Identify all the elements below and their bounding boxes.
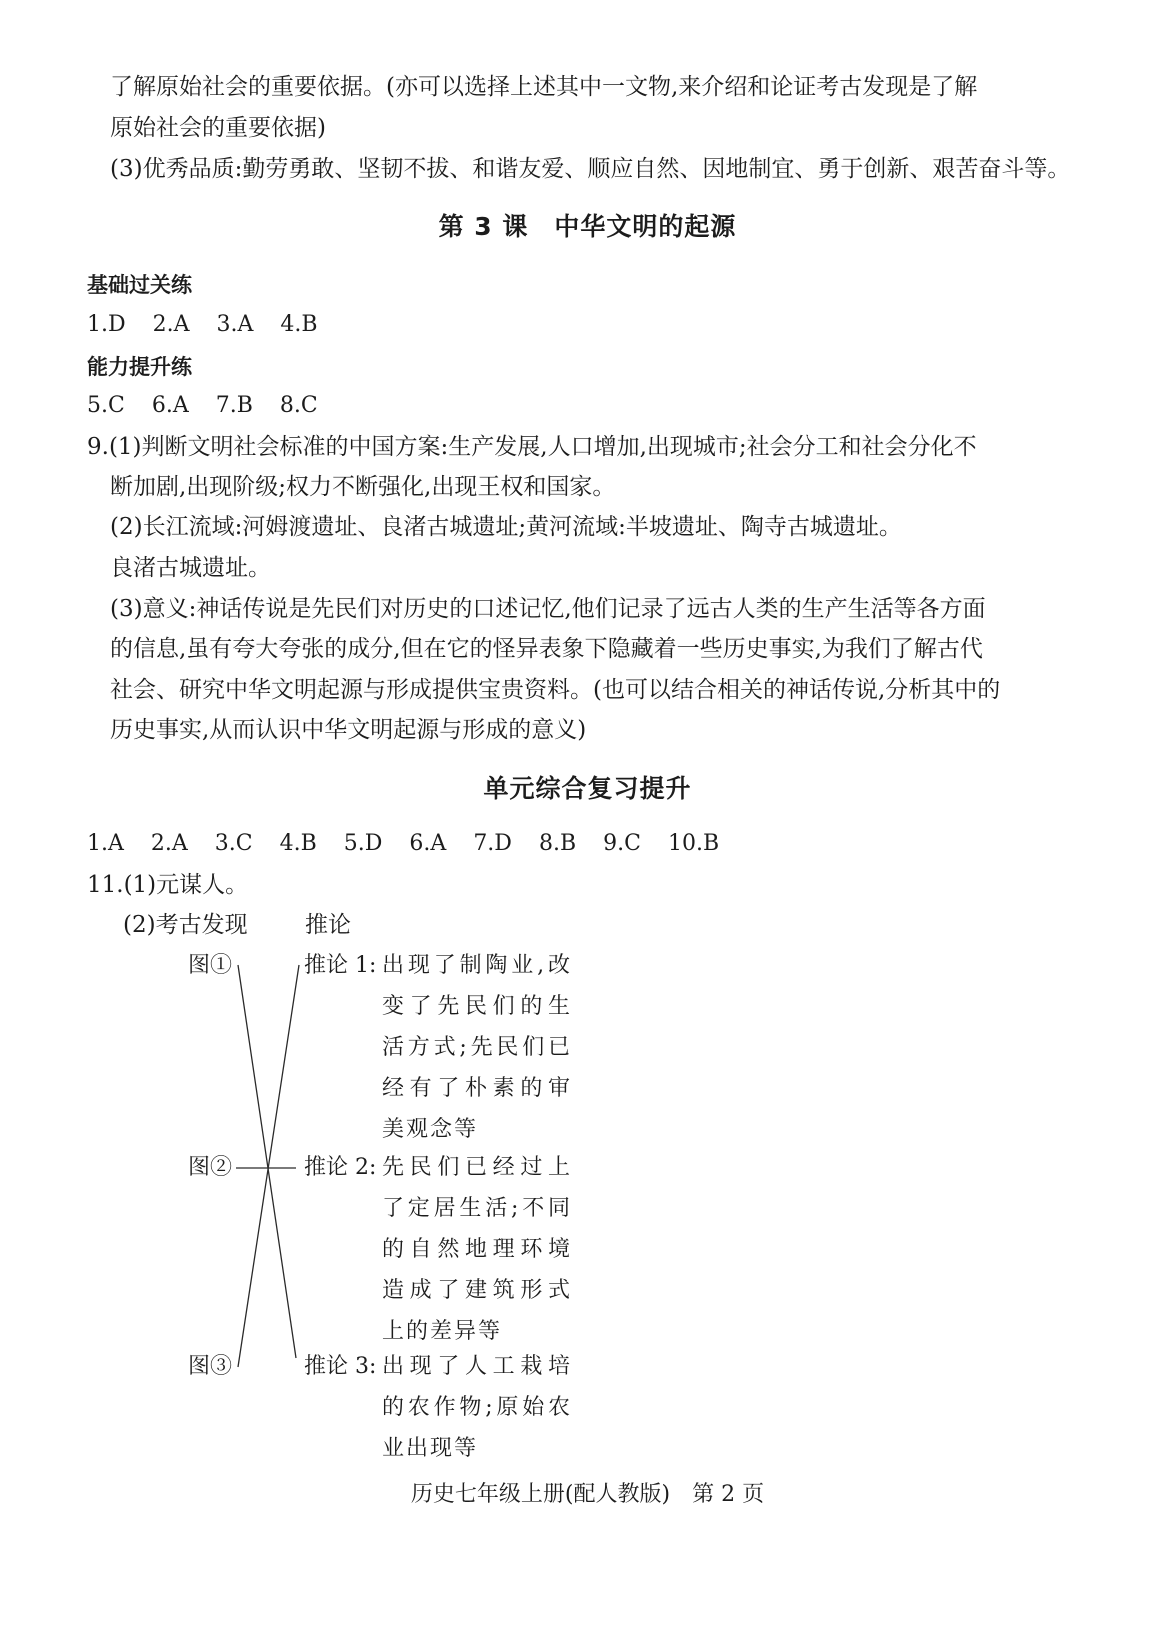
figure-label: 图③ — [188, 1354, 233, 1379]
text-line: (3)优秀品质:勤劳勇敢、坚韧不拔、和谐友爱、顺应自然、因地制宜、勇于创新、艰苦奋斗等。 — [110, 156, 1071, 182]
answer-item: 8.B — [538, 831, 577, 856]
text-line: (2)长江流域:河姆渡遗址、良渚古城遗址;黄河流域:半坡遗址、陶寺古城遗址。 — [110, 514, 902, 540]
text-line: 断加剧,出现阶级;权力不断强化,出现王权和国家。 — [110, 474, 616, 500]
lesson-title: 第 3 课 中华文明的起源 — [438, 212, 737, 241]
inference-heading: 推论 1: — [304, 953, 377, 978]
match-line-fig1-to-inference3 — [238, 965, 296, 1358]
text-line: 历史事实,从而认识中华文明起源与形成的意义) — [110, 717, 587, 743]
answer-item: 7.D — [473, 831, 512, 856]
inference-text: 出现了制陶业,改变了先民们的生活方式;先民们已经有了朴素的审美观念等 — [382, 953, 572, 1142]
answer-item: 4.B — [279, 831, 317, 856]
answer-item: 6.A — [151, 393, 189, 418]
text-line: 11.(1)元谋人。 — [87, 872, 249, 898]
answer-item: 1.A — [87, 831, 124, 856]
figure-label: 图① — [188, 953, 233, 978]
unit-review-title: 单元综合复习提升 — [483, 774, 692, 803]
text-line: 的信息,虽有夸大夸张的成分,但在它的怪异表象下隐藏着一些历史事实,为我们了解古代 — [110, 636, 983, 662]
inference-text: 出现了人工栽培的农作物;原始农业出现等 — [382, 1354, 572, 1461]
answer-item: 5.D — [343, 831, 383, 856]
answer-item: 6.A — [409, 831, 447, 856]
text-line: 了解原始社会的重要依据。(亦可以选择上述其中一文物,来介绍和论证考古发现是了解 — [110, 74, 978, 100]
page-footer: 历史七年级上册(配人教版) 第 2 页 — [410, 1482, 765, 1507]
answer-item: 2.A — [150, 831, 188, 856]
figure-label: 图② — [188, 1155, 233, 1180]
answer-item: 2.A — [152, 312, 190, 337]
text-line: 社会、研究中华文明起源与形成提供宝贵资料。(也可以结合相关的神话传说,分析其中的 — [110, 677, 1001, 703]
text-line: (3)意义:神话传说是先民们对历史的口述记忆,他们记录了远古人类的生产生活等各方面 — [110, 596, 986, 622]
inference-heading: 推论 3: — [304, 1354, 377, 1379]
text-line: 原始社会的重要依据) — [110, 115, 326, 141]
ability-practice-label: 能力提升练 — [87, 355, 192, 379]
text-line: 良渚古城遗址。 — [110, 555, 271, 581]
answer-item: 10.B — [667, 831, 720, 856]
answer-item: 1.D — [87, 312, 126, 337]
text-line: 推论 — [305, 912, 351, 938]
inference-text: 先民们已经过上了定居生活;不同的自然地理环境造成了建筑形式上的差异等 — [382, 1155, 572, 1344]
text-line: 9.(1)判断文明社会标准的中国方案:生产发展,人口增加,出现城市;社会分工和社会分化不 — [87, 434, 977, 460]
answer-item: 8.C — [279, 393, 318, 418]
inference-heading: 推论 2: — [304, 1155, 377, 1180]
answer-item: 3.A — [216, 312, 254, 337]
answer-item: 7.B — [215, 393, 253, 418]
text-line: (2)考古发现 — [123, 912, 248, 938]
answer-item: 5.C — [87, 393, 125, 418]
answer-item: 3.C — [214, 831, 253, 856]
answer-item: 4.B — [280, 312, 318, 337]
answer-item: 9.C — [603, 831, 641, 856]
basic-practice-label: 基础过关练 — [87, 273, 192, 297]
